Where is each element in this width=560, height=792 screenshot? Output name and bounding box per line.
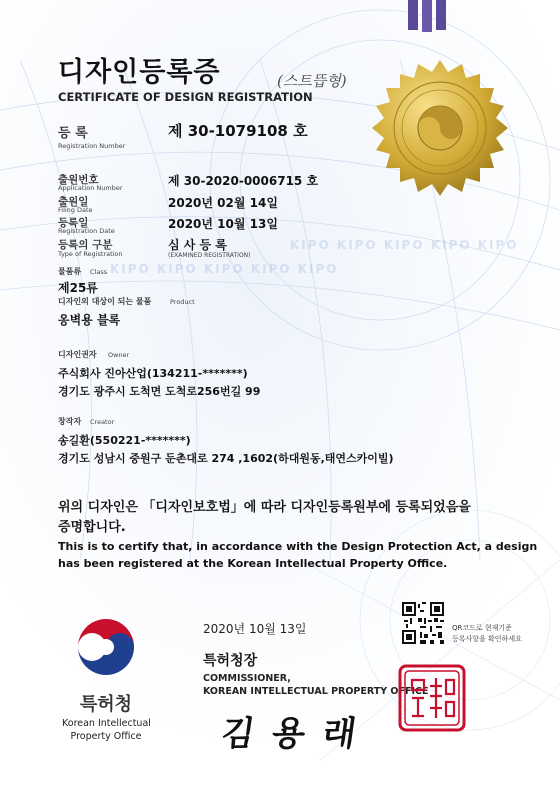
certification-english-line2: has been registered at the Korean Intellectual Property Office. — [58, 557, 448, 570]
qr-code[interactable] — [402, 602, 444, 644]
title-english: CERTIFICATE OF DESIGN REGISTRATION — [58, 90, 313, 104]
registration-date: 2020년 10월 13일 — [168, 217, 278, 231]
application-label-korean: 출원번호 — [58, 174, 99, 186]
creator-label-korean: 창작자 — [58, 417, 82, 426]
filing-label-korean: 출원일 — [58, 196, 89, 208]
commissioner-english-line2: KOREAN INTELLECTUAL PROPERTY OFFICE — [203, 686, 429, 697]
type-label-english: Type of Registration — [58, 250, 123, 258]
kipo-watermark-1: KIPO KIPO KIPO KIPO KIPO — [290, 238, 519, 252]
qr-note-line2: 등록사항을 확인하세요 — [452, 635, 522, 643]
creator-address: 경기도 성남시 중원구 둔촌대로 274 ,1602(하대원동,태연스카이빌) — [58, 452, 394, 465]
kipo-watermark-2: KIPO KIPO KIPO KIPO KIPO — [110, 262, 339, 276]
ribbon-right — [436, 0, 446, 30]
registration-label-english: Registration Number — [58, 142, 126, 150]
product-label-korean: 디자인의 대상이 되는 물품 — [58, 297, 152, 306]
owner-address: 경기도 광주시 도척면 도척로256번길 99 — [58, 385, 261, 398]
commissioner-english-line1: COMMISSIONER, — [203, 673, 291, 684]
creator-label-english: Creator — [90, 418, 115, 426]
commissioner-korean: 특허청장 — [203, 653, 258, 669]
application-label-english: Application Number — [58, 184, 123, 192]
filing-label-english: Filing Date — [58, 206, 93, 214]
official-seal-stamp — [398, 664, 466, 732]
kipo-name-english-line1: Korean Intellectual — [62, 718, 151, 729]
class-value: 제25류 — [58, 281, 98, 295]
owner-label-korean: 디자인권자 — [58, 350, 97, 359]
class-label-english: Class — [90, 268, 108, 276]
commissioner-signature: 김 용 래 — [218, 714, 362, 754]
handwritten-note: (스트뜹형) — [277, 72, 347, 90]
kipo-logo-icon — [73, 614, 139, 680]
issue-date: 2020년 10월 13일 — [203, 622, 307, 636]
class-label-korean: 물품류 — [58, 267, 82, 276]
certification-korean-line2: 증명합니다. — [58, 520, 126, 535]
certification-korean-line1: 위의 디자인은 「디자인보호법」에 따라 디자인등록원부에 등록되었음을 — [58, 500, 471, 515]
ribbon-left — [408, 0, 418, 30]
type-value-english: (EXAMINED REGISTRATION) — [168, 252, 251, 259]
product-label-english: Product — [170, 298, 195, 306]
ribbon-center — [422, 0, 432, 32]
registration-number: 제 30-1079108 호 — [168, 122, 308, 140]
certification-english-line1: This is to certify that, in accordance with the Design Protection Act, a design — [58, 540, 538, 553]
creator-name: 송길환(550221-*******) — [58, 434, 191, 447]
title-korean: 디자인등록증 — [58, 57, 221, 88]
gold-seal — [370, 58, 510, 198]
type-label-korean: 등록의 구분 — [58, 239, 113, 251]
owner-name: 주식회사 진아산업(134211-*******) — [58, 367, 248, 380]
type-value: 심 사 등 록 — [168, 238, 227, 252]
kipo-name-korean: 특허청 — [79, 694, 133, 715]
registration-label-korean: 등 록 — [58, 126, 88, 141]
registration-date-label-korean: 등록일 — [58, 217, 89, 229]
owner-label-english: Owner — [108, 351, 130, 359]
kipo-name-english-line2: Property Office — [70, 731, 142, 742]
product-value: 옹벽용 블록 — [58, 313, 121, 327]
application-number: 제 30-2020-0006715 호 — [168, 174, 319, 188]
filing-date: 2020년 02월 14일 — [168, 196, 278, 210]
qr-note-line1: QR코드로 현재기준 — [452, 624, 512, 632]
registration-date-label-english: Registration Date — [58, 227, 115, 235]
